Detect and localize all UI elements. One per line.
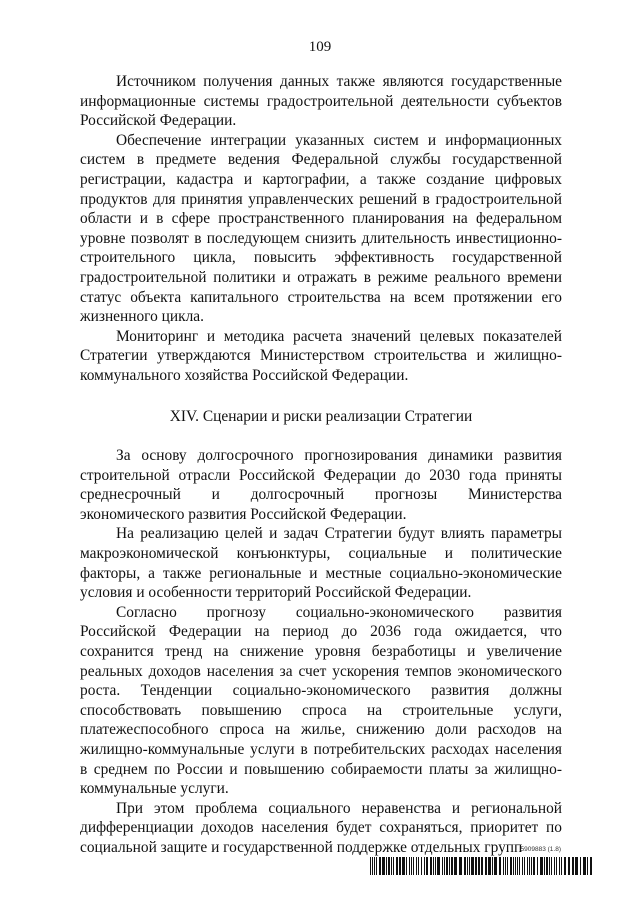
- paragraph-forecast-basis: За основу долгосрочного прогнозирования динамики развития строительной отрасли Российской Федерации до 2030 года приняты среднесрочный и долгосрочный прогнозы Министерства экономического развития Российской Федерации.: [80, 447, 562, 523]
- section-heading: XIV. Сценарии и риски реализации Стратегии: [169, 407, 473, 425]
- document-code: 5909883 (1.8): [520, 846, 561, 853]
- paragraph-monitoring: Мониторинг и методика расчета значений целевых показателей Стратегии утверждаются Министерством строительства и жилищно-коммунального хозяйства Российской Федерации.: [80, 327, 562, 384]
- paragraph-integration: Обеспечение интеграции указанных систем и информационных систем в предмете ведения Федеральной службы государственной регистрации, кадастра и картографии, а также создание цифровых продуктов для принятия управленческих решений в градостроительной области и в сфере пространственного планирования на федеральном уровне позволят в последующем снизить длительность инвестиционно-строительного цикла, повысить эффективность государственной градостроительной политики и отражать в режиме реального времени статус объекта капитального строительства на всем протяжении его жизненного цикла.: [80, 131, 562, 326]
- paragraph-socioeconomic-forecast: Согласно прогнозу социально-экономического развития Российской Федерации на период до 2036 года ожидается, что сохранится тренд на снижение уровня безработицы и увеличение реальных доходов населения за счет ускорения темпов экономического роста. Тенденции социально-экономического развития должны способствовать повышению спроса на строительные услуги, платежеспособного спроса на жилье, снижению доли расходов на жилищно-коммунальные услуги в потребительских расходах населения в среднем по России и повышению собираемости платы за жилищно-коммунальные услуги.: [80, 603, 562, 798]
- paragraph-influencing-factors: На реализацию целей и задач Стратегии будут влиять параметры макроэкономической конъюнктуры, социальные и политические факторы, а также региональные и местные социально-экономические условия и особенности территорий Российской Федерации.: [80, 525, 562, 602]
- page-number: 109: [308, 39, 332, 55]
- paragraph-data-sources: Источником получения данных также являются государственные информационные системы градостроительной деятельности субъектов Российской Федерации.: [80, 73, 562, 130]
- paragraph-inequality: При этом проблема социального неравенства и региональной дифференциации доходов населения будет сохраняться, приоритет по социальной защите и государственной поддержке отдельных групп: [80, 799, 562, 856]
- barcode-image: [370, 857, 592, 875]
- document-body: [80, 72, 562, 858]
